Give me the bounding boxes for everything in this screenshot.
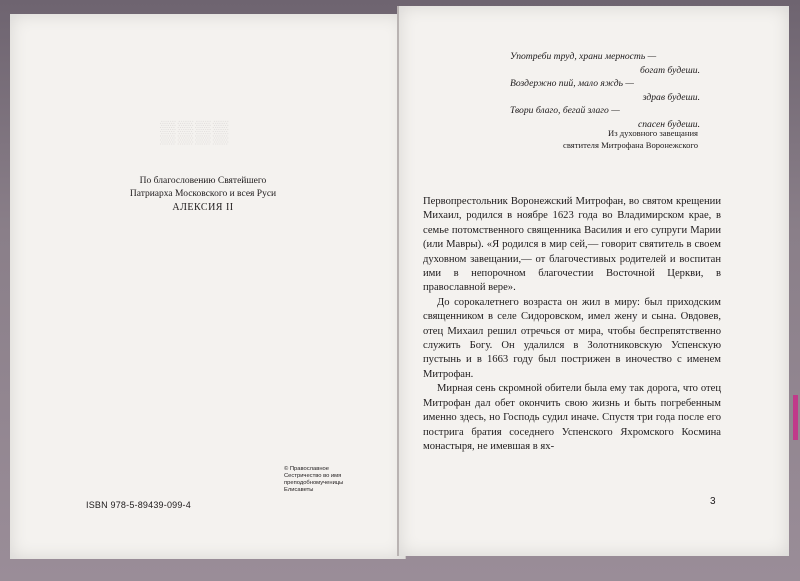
paragraph: Первопрестольник Воронежский Митрофан, во святом крещении Михаил, родился в ноябре 1623 года во Владимирском крае, в семье потомственного священника Василия и его супруги Марии (или Мавры). «Я родился в мир сей,— говорит святитель в своем духовном завещании,— от благочестивых родителей и воспитан ими в непорочном благочестии Восточной Церкви, в православной вере». — [423, 196, 721, 294]
epigraph-source — [510, 128, 698, 151]
paragraph: До сорокалетнего возраста он жил в миру: был приходским священником в селе Сидоровском, имел жену и сына. Овдовев, отец Михаил решил отречься от мира, чтобы беспрепятственно служить Богу. Он удалился в Золотниковскую Успенскую пустынь и в 1663 году был пострижен в иночество с именем Митрофан. — [423, 296, 721, 380]
epigraph-line: здрав будеши. — [642, 91, 700, 103]
epigraph-line: Воздержно пий, мало яждь — — [510, 78, 634, 89]
copyright-line: © Православное — [284, 466, 329, 472]
blessing-block — [88, 175, 318, 214]
copyright-line: Елисаветы — [284, 487, 314, 493]
copyright-block — [284, 466, 379, 494]
copyright-line: преподобномученицы — [284, 480, 344, 486]
epigraph-line: Твори благо, бегай злаго — — [510, 105, 620, 116]
bleed-through-shadow: ▒▒▒▒ — [160, 119, 231, 144]
epigraph-line: Употреби труд, храни мерность — — [510, 51, 657, 62]
blessing-name: АЛЕКСИЯ II — [172, 202, 234, 213]
page-number: 3 — [710, 496, 716, 507]
epigraph-source-line: Из духовного завещания — [607, 128, 698, 138]
body-text — [423, 195, 721, 454]
isbn-number: ISBN 978-5-89439-099-4 — [86, 500, 191, 510]
paragraph: Мирная сень скромной обители была ему так дорога, что отец Митрофан дал обет окончить свою жизнь и быть погребенным именно здесь, но Господь судил иначе. Спустя три года после его пострига братия соседнего Успенского Яхромского Космина монастыря, не имевшая в ях- — [423, 383, 721, 452]
epigraph-source-line: святителя Митрофана Воронежского — [563, 139, 698, 150]
epigraph-line: богат будеши. — [640, 64, 700, 76]
bookmark-edge — [793, 395, 798, 440]
copyright-line: Сестричество во имя — [284, 473, 342, 479]
blessing-line: Патриарха Московского и всея Руси — [129, 189, 277, 199]
blessing-line: По благословению Святейшего — [139, 176, 267, 186]
epigraph-line: спасен будеши. — [638, 118, 700, 130]
epigraph — [510, 50, 700, 131]
